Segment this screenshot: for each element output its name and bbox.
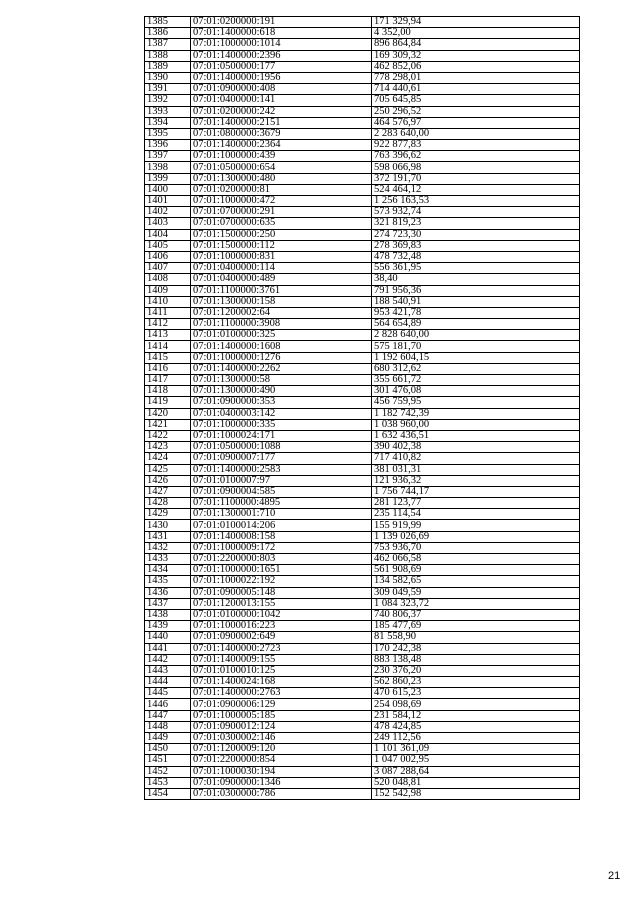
cadastral-value-cell: 564 654,89 bbox=[372, 319, 580, 330]
cadastral-value-cell: 1 632 436,51 bbox=[372, 430, 580, 441]
row-number-cell: 1412 bbox=[145, 319, 191, 330]
table-row bbox=[145, 341, 580, 352]
row-number-cell: 1404 bbox=[145, 229, 191, 240]
table-row bbox=[145, 61, 580, 72]
cadastral-number-cell: 07:01:1000022:192 bbox=[191, 576, 372, 587]
row-number-cell: 1430 bbox=[145, 520, 191, 531]
table-row bbox=[145, 408, 580, 419]
row-number-cell: 1448 bbox=[145, 721, 191, 732]
cadastral-value-cell: 155 919,99 bbox=[372, 520, 580, 531]
row-number-cell: 1395 bbox=[145, 128, 191, 139]
row-number-cell: 1442 bbox=[145, 654, 191, 665]
cadastral-number-cell: 07:01:1400000:2583 bbox=[191, 464, 372, 475]
table-row bbox=[145, 486, 580, 497]
row-number-cell: 1418 bbox=[145, 386, 191, 397]
cadastral-number-cell: 07:01:0300000:786 bbox=[191, 788, 372, 799]
table-row bbox=[145, 520, 580, 531]
cadastral-value-cell: 1 182 742,39 bbox=[372, 408, 580, 419]
row-number-cell: 1403 bbox=[145, 218, 191, 229]
table-row bbox=[145, 688, 580, 699]
cadastral-value-cell: 520 048,81 bbox=[372, 777, 580, 788]
cadastral-value-cell: 169 309,32 bbox=[372, 50, 580, 61]
cadastral-number-cell: 07:01:0100007:97 bbox=[191, 475, 372, 486]
cadastral-value-cell: 753 936,70 bbox=[372, 542, 580, 553]
table-row bbox=[145, 229, 580, 240]
cadastral-value-cell: 38,40 bbox=[372, 274, 580, 285]
cadastral-value-cell: 230 376,20 bbox=[372, 665, 580, 676]
row-number-cell: 1390 bbox=[145, 72, 191, 83]
cadastral-value-cell: 309 049,59 bbox=[372, 587, 580, 598]
cadastral-number-cell: 07:01:1100000:3761 bbox=[191, 285, 372, 296]
row-number-cell: 1398 bbox=[145, 162, 191, 173]
table-row bbox=[145, 699, 580, 710]
cadastral-value-cell: 1 756 744,17 bbox=[372, 486, 580, 497]
cadastral-number-cell: 07:01:0100014:206 bbox=[191, 520, 372, 531]
row-number-cell: 1393 bbox=[145, 106, 191, 117]
table-body bbox=[145, 17, 580, 800]
table-row bbox=[145, 598, 580, 609]
cadastral-number-cell: 07:01:0100010:125 bbox=[191, 665, 372, 676]
table-row bbox=[145, 442, 580, 453]
cadastral-value-cell: 170 242,38 bbox=[372, 643, 580, 654]
table-row bbox=[145, 665, 580, 676]
table-row bbox=[145, 643, 580, 654]
cadastral-value-cell: 470 615,23 bbox=[372, 688, 580, 699]
table-row bbox=[145, 363, 580, 374]
cadastral-value-cell: 254 098,69 bbox=[372, 699, 580, 710]
table-row bbox=[145, 755, 580, 766]
table-row bbox=[145, 453, 580, 464]
table-row bbox=[145, 173, 580, 184]
row-number-cell: 1428 bbox=[145, 498, 191, 509]
cadastral-value-cell: 575 181,70 bbox=[372, 341, 580, 352]
cadastral-number-cell: 07:01:0400000:141 bbox=[191, 95, 372, 106]
row-number-cell: 1443 bbox=[145, 665, 191, 676]
row-number-cell: 1441 bbox=[145, 643, 191, 654]
table-row bbox=[145, 397, 580, 408]
cadastral-number-cell: 07:01:1400000:1608 bbox=[191, 341, 372, 352]
cadastral-number-cell: 07:01:1000024:171 bbox=[191, 430, 372, 441]
table-row bbox=[145, 39, 580, 50]
table-row bbox=[145, 766, 580, 777]
cadastral-number-cell: 07:01:1400000:2763 bbox=[191, 688, 372, 699]
cadastral-value-cell: 896 864,84 bbox=[372, 39, 580, 50]
cadastral-value-cell: 4 352,00 bbox=[372, 28, 580, 39]
cadastral-number-cell: 07:01:0200000:242 bbox=[191, 106, 372, 117]
cadastral-value-cell: 355 661,72 bbox=[372, 375, 580, 386]
cadastral-number-cell: 07:01:0500000:654 bbox=[191, 162, 372, 173]
cadastral-value-cell: 121 936,32 bbox=[372, 475, 580, 486]
row-number-cell: 1446 bbox=[145, 699, 191, 710]
cadastral-value-cell: 321 819,23 bbox=[372, 218, 580, 229]
cadastral-value-cell: 171 329,94 bbox=[372, 17, 580, 28]
row-number-cell: 1392 bbox=[145, 95, 191, 106]
cadastral-number-cell: 07:01:1400000:2364 bbox=[191, 140, 372, 151]
cadastral-number-cell: 07:01:1000000:439 bbox=[191, 151, 372, 162]
cadastral-number-cell: 07:01:1400000:2723 bbox=[191, 643, 372, 654]
table-row bbox=[145, 296, 580, 307]
cadastral-value-cell: 3 087 288,64 bbox=[372, 766, 580, 777]
row-number-cell: 1451 bbox=[145, 755, 191, 766]
table-row bbox=[145, 207, 580, 218]
row-number-cell: 1439 bbox=[145, 621, 191, 632]
cadastral-value-cell: 274 723,30 bbox=[372, 229, 580, 240]
cadastral-number-cell: 07:01:0700000:291 bbox=[191, 207, 372, 218]
cadastral-number-cell: 07:01:1300000:480 bbox=[191, 173, 372, 184]
table-row bbox=[145, 330, 580, 341]
cadastral-number-cell: 07:01:1000000:472 bbox=[191, 196, 372, 207]
row-number-cell: 1401 bbox=[145, 196, 191, 207]
table-row bbox=[145, 263, 580, 274]
table-row bbox=[145, 419, 580, 430]
table-row bbox=[145, 162, 580, 173]
table-row bbox=[145, 430, 580, 441]
cadastral-number-cell: 07:01:0900000:408 bbox=[191, 84, 372, 95]
table-row bbox=[145, 565, 580, 576]
table-row bbox=[145, 375, 580, 386]
row-number-cell: 1419 bbox=[145, 397, 191, 408]
table-row bbox=[145, 587, 580, 598]
row-number-cell: 1397 bbox=[145, 151, 191, 162]
cadastral-value-cell: 740 806,37 bbox=[372, 609, 580, 620]
cadastral-value-cell: 278 369,83 bbox=[372, 240, 580, 251]
cadastral-number-cell: 07:01:0500000:1088 bbox=[191, 442, 372, 453]
cadastral-number-cell: 07:01:1400000:618 bbox=[191, 28, 372, 39]
cadastral-number-cell: 07:01:1000009:172 bbox=[191, 542, 372, 553]
table-row bbox=[145, 151, 580, 162]
cadastral-value-cell: 561 908,69 bbox=[372, 565, 580, 576]
row-number-cell: 1400 bbox=[145, 184, 191, 195]
cadastral-number-cell: 07:01:1400008:158 bbox=[191, 531, 372, 542]
table-row bbox=[145, 352, 580, 363]
cadastral-value-cell: 478 732,48 bbox=[372, 251, 580, 262]
cadastral-value-cell: 1 084 323,72 bbox=[372, 598, 580, 609]
cadastral-number-cell: 07:01:2200000:803 bbox=[191, 554, 372, 565]
cadastral-number-cell: 07:01:0100000:1042 bbox=[191, 609, 372, 620]
cadastral-number-cell: 07:01:0500000:177 bbox=[191, 61, 372, 72]
cadastral-value-cell: 953 421,78 bbox=[372, 307, 580, 318]
cadastral-value-cell: 562 860,23 bbox=[372, 677, 580, 688]
row-number-cell: 1447 bbox=[145, 710, 191, 721]
cadastral-number-cell: 07:01:1000000:1651 bbox=[191, 565, 372, 576]
cadastral-number-cell: 07:01:1300000:58 bbox=[191, 375, 372, 386]
cadastral-value-cell: 778 298,01 bbox=[372, 72, 580, 83]
cadastral-number-cell: 07:01:1000030:194 bbox=[191, 766, 372, 777]
cadastral-number-cell: 07:01:0400000:489 bbox=[191, 274, 372, 285]
row-number-cell: 1421 bbox=[145, 419, 191, 430]
cadastral-number-cell: 07:01:1400024:168 bbox=[191, 677, 372, 688]
cadastral-number-cell: 07:01:1000000:335 bbox=[191, 419, 372, 430]
cadastral-value-cell: 462 066,58 bbox=[372, 554, 580, 565]
table-row bbox=[145, 285, 580, 296]
cadastral-value-cell: 714 440,61 bbox=[372, 84, 580, 95]
table-row bbox=[145, 184, 580, 195]
table-row bbox=[145, 28, 580, 39]
cadastral-number-cell: 07:01:0900005:148 bbox=[191, 587, 372, 598]
cadastral-value-cell: 81 558,90 bbox=[372, 632, 580, 643]
cadastral-number-cell: 07:01:0800000:3679 bbox=[191, 128, 372, 139]
cadastral-value-cell: 462 852,06 bbox=[372, 61, 580, 72]
row-number-cell: 1394 bbox=[145, 117, 191, 128]
cadastral-number-cell: 07:01:1200013:155 bbox=[191, 598, 372, 609]
row-number-cell: 1402 bbox=[145, 207, 191, 218]
cadastral-value-cell: 2 828 640,00 bbox=[372, 330, 580, 341]
row-number-cell: 1388 bbox=[145, 50, 191, 61]
row-number-cell: 1433 bbox=[145, 554, 191, 565]
row-number-cell: 1396 bbox=[145, 140, 191, 151]
cadastral-value-cell: 185 477,69 bbox=[372, 621, 580, 632]
cadastral-value-cell: 1 139 026,69 bbox=[372, 531, 580, 542]
table-row bbox=[145, 475, 580, 486]
row-number-cell: 1417 bbox=[145, 375, 191, 386]
cadastral-number-cell: 07:01:0900000:1346 bbox=[191, 777, 372, 788]
row-number-cell: 1424 bbox=[145, 453, 191, 464]
cadastral-number-cell: 07:01:0300002:146 bbox=[191, 733, 372, 744]
row-number-cell: 1410 bbox=[145, 296, 191, 307]
row-number-cell: 1387 bbox=[145, 39, 191, 50]
row-number-cell: 1406 bbox=[145, 251, 191, 262]
cadastral-value-cell: 456 759,95 bbox=[372, 397, 580, 408]
row-number-cell: 1422 bbox=[145, 430, 191, 441]
table-row bbox=[145, 744, 580, 755]
cadastral-number-cell: 07:01:1000005:185 bbox=[191, 710, 372, 721]
table-row bbox=[145, 632, 580, 643]
table-row bbox=[145, 218, 580, 229]
table-row bbox=[145, 498, 580, 509]
cadastral-value-cell: 791 956,36 bbox=[372, 285, 580, 296]
table-row bbox=[145, 17, 580, 28]
table-row bbox=[145, 554, 580, 565]
cadastral-value-cell: 235 114,54 bbox=[372, 509, 580, 520]
table-row bbox=[145, 788, 580, 799]
row-number-cell: 1444 bbox=[145, 677, 191, 688]
cadastral-value-cell: 381 031,31 bbox=[372, 464, 580, 475]
table-row bbox=[145, 710, 580, 721]
cadastral-value-cell: 281 123,77 bbox=[372, 498, 580, 509]
table-row bbox=[145, 509, 580, 520]
row-number-cell: 1437 bbox=[145, 598, 191, 609]
table-row bbox=[145, 319, 580, 330]
cadastral-value-cell: 680 312,62 bbox=[372, 363, 580, 374]
table-row bbox=[145, 576, 580, 587]
table-row bbox=[145, 621, 580, 632]
row-number-cell: 1426 bbox=[145, 475, 191, 486]
row-number-cell: 1411 bbox=[145, 307, 191, 318]
cadastral-value-cell: 152 542,98 bbox=[372, 788, 580, 799]
cadastral-value-cell: 573 932,74 bbox=[372, 207, 580, 218]
row-number-cell: 1434 bbox=[145, 565, 191, 576]
row-number-cell: 1391 bbox=[145, 84, 191, 95]
cadastral-value-cell: 301 476,08 bbox=[372, 386, 580, 397]
table-row bbox=[145, 140, 580, 151]
table-row bbox=[145, 721, 580, 732]
cadastral-value-cell: 231 584,12 bbox=[372, 710, 580, 721]
cadastral-value-cell: 556 361,95 bbox=[372, 263, 580, 274]
table-row bbox=[145, 128, 580, 139]
table-row bbox=[145, 117, 580, 128]
row-number-cell: 1407 bbox=[145, 263, 191, 274]
cadastral-value-cell: 717 410,82 bbox=[372, 453, 580, 464]
row-number-cell: 1429 bbox=[145, 509, 191, 520]
cadastral-value-cell: 464 576,97 bbox=[372, 117, 580, 128]
page-number: 21 bbox=[608, 870, 621, 882]
table-row bbox=[145, 609, 580, 620]
row-number-cell: 1438 bbox=[145, 609, 191, 620]
row-number-cell: 1413 bbox=[145, 330, 191, 341]
row-number-cell: 1399 bbox=[145, 173, 191, 184]
cadastral-number-cell: 07:01:1400000:2396 bbox=[191, 50, 372, 61]
cadastral-number-cell: 07:01:1000000:1276 bbox=[191, 352, 372, 363]
cadastral-number-cell: 07:01:1200002:64 bbox=[191, 307, 372, 318]
table-row bbox=[145, 677, 580, 688]
row-number-cell: 1440 bbox=[145, 632, 191, 643]
cadastral-value-cell: 763 396,62 bbox=[372, 151, 580, 162]
cadastral-value-cell: 249 112,56 bbox=[372, 733, 580, 744]
table-row bbox=[145, 240, 580, 251]
cadastral-number-cell: 07:01:1000000:831 bbox=[191, 251, 372, 262]
cadastral-number-cell: 07:01:1000000:1014 bbox=[191, 39, 372, 50]
cadastral-value-cell: 883 138,48 bbox=[372, 654, 580, 665]
cadastral-value-cell: 598 066,98 bbox=[372, 162, 580, 173]
row-number-cell: 1445 bbox=[145, 688, 191, 699]
table-row bbox=[145, 50, 580, 61]
row-number-cell: 1416 bbox=[145, 363, 191, 374]
row-number-cell: 1435 bbox=[145, 576, 191, 587]
row-number-cell: 1450 bbox=[145, 744, 191, 755]
cadastral-number-cell: 07:01:0700000:635 bbox=[191, 218, 372, 229]
cadastral-number-cell: 07:01:0900012:124 bbox=[191, 721, 372, 732]
table-row bbox=[145, 464, 580, 475]
cadastral-number-cell: 07:01:1200009:120 bbox=[191, 744, 372, 755]
cadastral-number-cell: 07:01:1100000:3908 bbox=[191, 319, 372, 330]
cadastral-value-cell: 390 402,38 bbox=[372, 442, 580, 453]
cadastral-value-cell: 1 101 361,09 bbox=[372, 744, 580, 755]
table-row bbox=[145, 307, 580, 318]
cadastral-number-cell: 07:01:0100000:325 bbox=[191, 330, 372, 341]
row-number-cell: 1405 bbox=[145, 240, 191, 251]
table-row bbox=[145, 386, 580, 397]
table-row bbox=[145, 84, 580, 95]
cadastral-number-cell: 07:01:1400000:2262 bbox=[191, 363, 372, 374]
cadastral-number-cell: 07:01:1100000:4895 bbox=[191, 498, 372, 509]
cadastral-value-cell: 922 877,83 bbox=[372, 140, 580, 151]
cadastral-number-cell: 07:01:1400000:1956 bbox=[191, 72, 372, 83]
cadastral-value-cell: 1 047 002,95 bbox=[372, 755, 580, 766]
cadastral-number-cell: 07:01:0900007:177 bbox=[191, 453, 372, 464]
cadastral-value-table bbox=[144, 16, 580, 800]
cadastral-number-cell: 07:01:2200000:854 bbox=[191, 755, 372, 766]
cadastral-value-cell: 2 283 640,00 bbox=[372, 128, 580, 139]
cadastral-value-cell: 1 256 163,53 bbox=[372, 196, 580, 207]
table-row bbox=[145, 274, 580, 285]
cadastral-number-cell: 07:01:0900006:129 bbox=[191, 699, 372, 710]
row-number-cell: 1454 bbox=[145, 788, 191, 799]
cadastral-number-cell: 07:01:1300000:490 bbox=[191, 386, 372, 397]
row-number-cell: 1432 bbox=[145, 542, 191, 553]
table-row bbox=[145, 72, 580, 83]
row-number-cell: 1425 bbox=[145, 464, 191, 475]
row-number-cell: 1436 bbox=[145, 587, 191, 598]
cadastral-number-cell: 07:01:1000016:223 bbox=[191, 621, 372, 632]
row-number-cell: 1453 bbox=[145, 777, 191, 788]
row-number-cell: 1449 bbox=[145, 733, 191, 744]
row-number-cell: 1452 bbox=[145, 766, 191, 777]
cadastral-value-cell: 1 192 604,15 bbox=[372, 352, 580, 363]
row-number-cell: 1386 bbox=[145, 28, 191, 39]
cadastral-value-cell: 524 464,12 bbox=[372, 184, 580, 195]
cadastral-value-cell: 478 424,85 bbox=[372, 721, 580, 732]
row-number-cell: 1414 bbox=[145, 341, 191, 352]
cadastral-number-cell: 07:01:0900004:585 bbox=[191, 486, 372, 497]
table-row bbox=[145, 251, 580, 262]
table-row bbox=[145, 531, 580, 542]
row-number-cell: 1423 bbox=[145, 442, 191, 453]
cadastral-value-cell: 188 540,91 bbox=[372, 296, 580, 307]
cadastral-number-cell: 07:01:1300001:710 bbox=[191, 509, 372, 520]
cadastral-number-cell: 07:01:0200000:191 bbox=[191, 17, 372, 28]
row-number-cell: 1408 bbox=[145, 274, 191, 285]
table-row bbox=[145, 95, 580, 106]
row-number-cell: 1389 bbox=[145, 61, 191, 72]
cadastral-number-cell: 07:01:0900000:353 bbox=[191, 397, 372, 408]
row-number-cell: 1420 bbox=[145, 408, 191, 419]
table-row bbox=[145, 777, 580, 788]
table-row bbox=[145, 106, 580, 117]
row-number-cell: 1431 bbox=[145, 531, 191, 542]
table-row bbox=[145, 733, 580, 744]
cadastral-number-cell: 07:01:1500000:250 bbox=[191, 229, 372, 240]
cadastral-value-cell: 250 296,52 bbox=[372, 106, 580, 117]
table-row bbox=[145, 654, 580, 665]
row-number-cell: 1409 bbox=[145, 285, 191, 296]
table-row bbox=[145, 542, 580, 553]
cadastral-number-cell: 07:01:1400009:155 bbox=[191, 654, 372, 665]
cadastral-value-cell: 1 038 960,00 bbox=[372, 419, 580, 430]
cadastral-value-cell: 134 582,65 bbox=[372, 576, 580, 587]
table-row bbox=[145, 196, 580, 207]
cadastral-number-cell: 07:01:0200000:81 bbox=[191, 184, 372, 195]
cadastral-number-cell: 07:01:0400000:114 bbox=[191, 263, 372, 274]
row-number-cell: 1427 bbox=[145, 486, 191, 497]
cadastral-number-cell: 07:01:1300000:158 bbox=[191, 296, 372, 307]
row-number-cell: 1385 bbox=[145, 17, 191, 28]
row-number-cell: 1415 bbox=[145, 352, 191, 363]
cadastral-number-cell: 07:01:0400003:142 bbox=[191, 408, 372, 419]
cadastral-value-cell: 705 645,85 bbox=[372, 95, 580, 106]
cadastral-number-cell: 07:01:1400000:2151 bbox=[191, 117, 372, 128]
cadastral-value-cell: 372 191,70 bbox=[372, 173, 580, 184]
cadastral-number-cell: 07:01:0900002:649 bbox=[191, 632, 372, 643]
cadastral-number-cell: 07:01:1500000:112 bbox=[191, 240, 372, 251]
